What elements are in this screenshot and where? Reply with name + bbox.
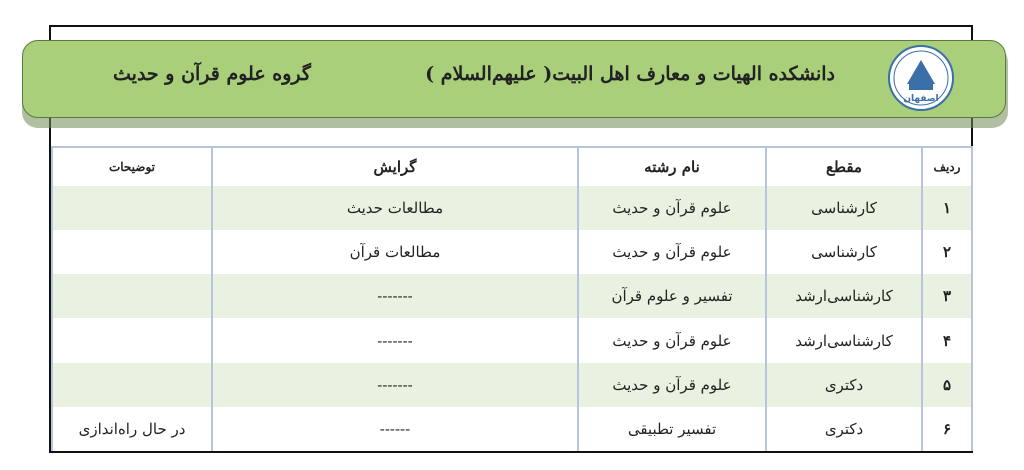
row-no: ۱	[922, 186, 972, 230]
notes-cell	[52, 363, 212, 407]
table-header-row	[52, 147, 972, 186]
notes-cell	[52, 274, 212, 318]
row-no: ۳	[922, 274, 972, 318]
field-cell: تفسیر تطبیقی	[578, 407, 766, 451]
level-cell: کارشناسی‌ارشد	[766, 274, 922, 318]
department-title: گروه علوم قرآن و حدیث	[113, 63, 311, 85]
header-notes: توضیحات	[52, 147, 212, 186]
row-no: ۵	[922, 363, 972, 407]
programs-table	[51, 146, 973, 451]
level-cell: کارشناسی	[766, 230, 922, 274]
level-cell: کارشناسی‌ارشد	[766, 318, 922, 362]
level-cell: دکتری	[766, 407, 922, 451]
row-no: ۶	[922, 407, 972, 451]
track-cell: -------	[212, 274, 578, 318]
level-cell: دکتری	[766, 363, 922, 407]
table-row	[52, 186, 972, 230]
logo-text: اصفهان	[903, 94, 939, 104]
header-track: گرایش	[212, 147, 578, 186]
track-cell: مطالعات قرآن	[212, 230, 578, 274]
track-cell: ------	[212, 407, 578, 451]
table-row	[52, 318, 972, 362]
header-band	[22, 40, 1006, 118]
faculty-title: دانشکده الهیات و معارف اهل البیت( علیهم‌السلام )	[425, 63, 835, 85]
field-cell: علوم قرآن و حدیث	[578, 318, 766, 362]
header-row-no: ردیف	[922, 147, 972, 186]
row-no: ۲	[922, 230, 972, 274]
level-cell: کارشناسی	[766, 186, 922, 230]
header-level: مقطع	[766, 147, 922, 186]
table-row	[52, 230, 972, 274]
track-cell: -------	[212, 318, 578, 362]
table-row	[52, 363, 972, 407]
header-field: نام رشته	[578, 147, 766, 186]
notes-cell	[52, 318, 212, 362]
field-cell: علوم قرآن و حدیث	[578, 363, 766, 407]
field-cell: علوم قرآن و حدیث	[578, 230, 766, 274]
row-no: ۴	[922, 318, 972, 362]
university-of-isfahan-logo-icon	[887, 44, 955, 112]
notes-cell	[52, 230, 212, 274]
table-row	[52, 407, 972, 451]
notes-cell: در حال راه‌اندازی	[52, 407, 212, 451]
table-row	[52, 274, 972, 318]
track-cell: مطالعات حدیث	[212, 186, 578, 230]
field-cell: علوم قرآن و حدیث	[578, 186, 766, 230]
notes-cell	[52, 186, 212, 230]
track-cell: -------	[212, 363, 578, 407]
field-cell: تفسیر و علوم قرآن	[578, 274, 766, 318]
